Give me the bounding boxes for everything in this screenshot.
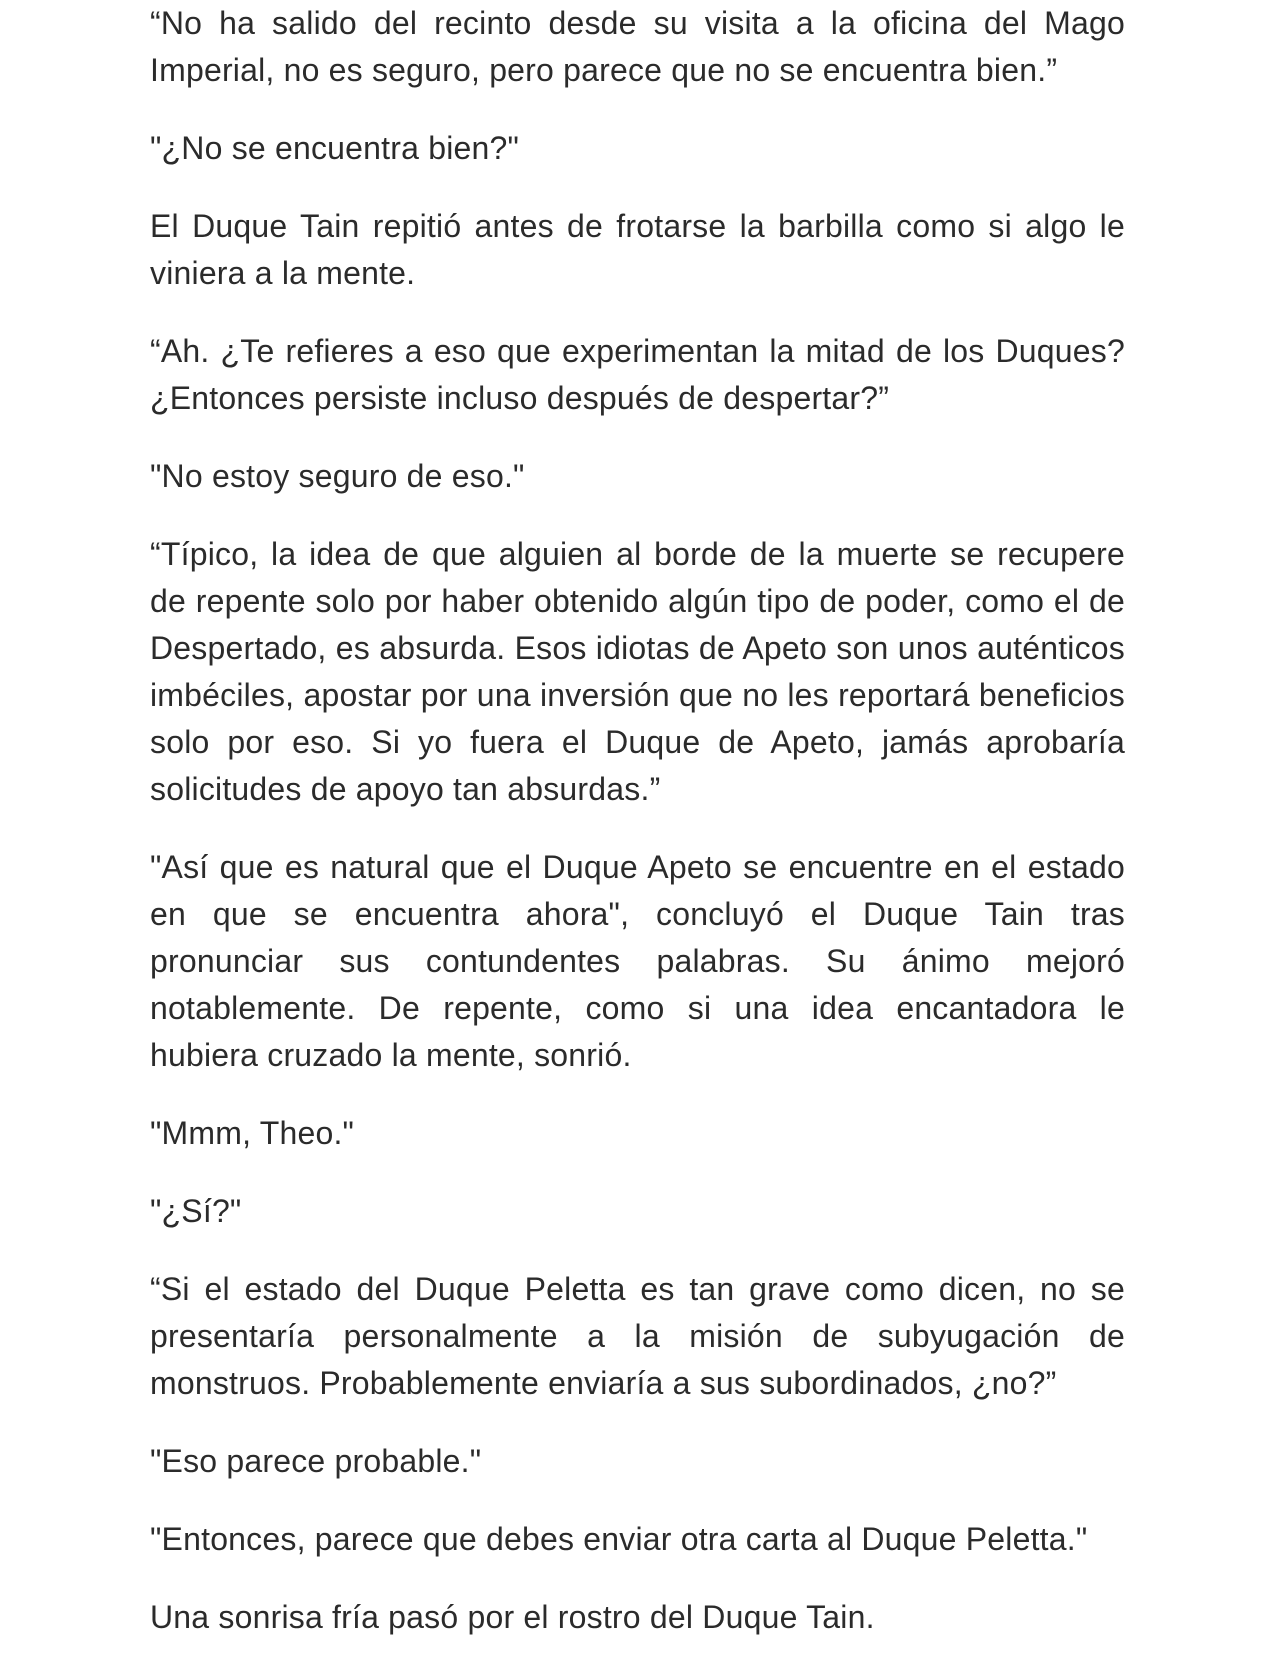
- paragraph: "Así que es natural que el Duque Apeto se encuentre en el estado en que se encuentra ahora", concluyó el Duque Tain tras pronunciar sus contundentes palabras. Su ánimo mejoró notablemente. De repente, como si una idea encantadora le hubiera cruzado la mente, sonrió.: [150, 849, 1125, 1073]
- paragraph: "Entonces, parece que debes enviar otra carta al Duque Peletta.": [150, 1521, 1088, 1557]
- paragraph: "Mmm, Theo.": [150, 1115, 355, 1151]
- paragraph: “Ah. ¿Te refieres a eso que experimentan la mitad de los Duques? ¿Entonces persiste incluso después de despertar?”: [150, 333, 1125, 416]
- paragraph: "No estoy seguro de eso.": [150, 458, 525, 494]
- document-page: [150, 0, 1125, 1672]
- paragraph: "¿Sí?": [150, 1193, 242, 1229]
- paragraph: "Eso parece probable.": [150, 1443, 482, 1479]
- paragraph: “No ha salido del recinto desde su visita a la oficina del Mago Imperial, no es seguro, pero parece que no se encuentra bien.”: [150, 5, 1125, 88]
- paragraph: El Duque Tain repitió antes de frotarse la barbilla como si algo le viniera a la mente.: [150, 208, 1125, 291]
- paragraph: “Típico, la idea de que alguien al borde de la muerte se recupere de repente solo por haber obtenido algún tipo de poder, como el de Despertado, es absurda. Esos idiotas de Apeto son unos auténticos imbéciles, apostar por una inversión que no les reportará beneficios solo por eso. Si yo fuera el Duque de Apeto, jamás aprobaría solicitudes de apoyo tan absurdas.”: [150, 536, 1125, 807]
- paragraph: “Si el estado del Duque Peletta es tan grave como dicen, no se presentaría personalmente a la misión de subyugación de monstruos. Probablemente enviaría a sus subordinados, ¿no?”: [150, 1271, 1125, 1401]
- paragraph: Una sonrisa fría pasó por el rostro del Duque Tain.: [150, 1599, 875, 1635]
- paragraph: "¿No se encuentra bien?": [150, 130, 520, 166]
